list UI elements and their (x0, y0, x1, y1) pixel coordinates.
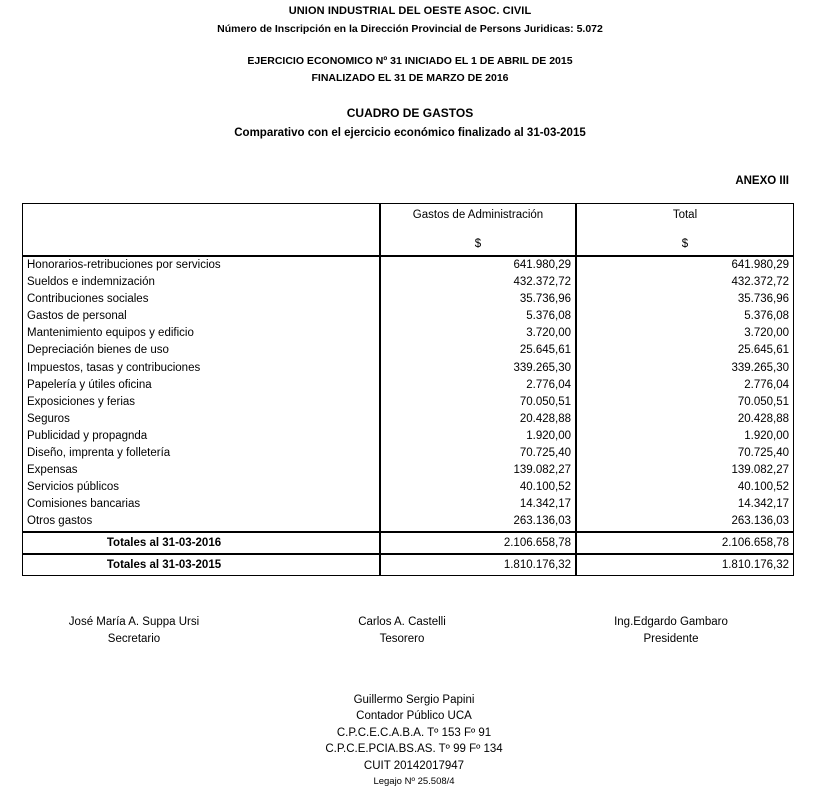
expense-row-admin-value: 2.776,04 (526, 378, 571, 391)
annex-label: ANEXO III (735, 175, 789, 187)
expense-row-total-value: 14.342,17 (737, 498, 789, 511)
signature-tesorero (268, 614, 536, 648)
signature-presidente-name: Ing.Edgardo Gambaro (614, 615, 728, 628)
accountant-name: Guillermo Sergio Papini (353, 693, 475, 706)
signature-presidente (536, 614, 806, 648)
expense-row-label: Depreciación bienes de uso (27, 344, 169, 357)
expense-row-total-value: 35.736,96 (737, 293, 789, 306)
expense-admin-list (381, 257, 575, 531)
expense-total-column (576, 256, 794, 532)
expenses-table-wrapper (22, 203, 794, 576)
expense-row-admin-value: 14.342,17 (519, 498, 571, 511)
expense-row-label: Diseño, imprenta y folletería (27, 447, 171, 460)
accountant-title: Contador Público UCA (356, 710, 472, 722)
expense-row-admin-value: 20.428,88 (519, 412, 571, 425)
expense-row-label: Mantenimiento equipos y edificio (27, 327, 194, 340)
expense-row-admin-value: 139.082,27 (513, 464, 571, 477)
column-header-admin-currency: $ (474, 238, 482, 250)
expense-total-list (577, 257, 793, 531)
expense-row-label: Papelería y útiles oficina (27, 378, 152, 391)
expense-row-label: Comisiones bancarias (27, 498, 141, 511)
expense-row-total-value: 432.372,72 (731, 276, 789, 289)
expense-admin-column (380, 256, 576, 532)
entity-name: UNION INDUSTRIAL DEL OESTE ASOC. CIVIL (288, 5, 532, 17)
accountant-reg-pcia: C.P.C.E.PCIA.BS.AS. Tº 99 Fº 134 (325, 743, 503, 755)
expense-row-admin-value: 263.136,03 (513, 515, 571, 528)
expense-row-label: Exposiciones y ferias (27, 395, 136, 408)
expense-row-total-value: 3.720,00 (744, 327, 789, 340)
expense-row-label: Gastos de personal (27, 310, 127, 323)
expense-labels-column (22, 256, 380, 532)
expense-row-label: Contribuciones sociales (27, 293, 149, 306)
accountant-block (0, 692, 820, 790)
accountant-legajo: Legajo Nº 25.508/4 (373, 776, 455, 787)
column-header-total-currency: $ (681, 238, 689, 250)
expense-row-total-value: 70.725,40 (737, 447, 789, 460)
totals-2015-total: 1.810.176,32 (576, 554, 794, 576)
signature-block (0, 614, 820, 648)
expense-row-label: Seguros (27, 412, 70, 425)
totals-2016-label: Totales al 31-03-2016 (22, 532, 380, 554)
expense-row-total-value: 339.265,30 (731, 361, 789, 374)
totals-2015-label: Totales al 31-03-2015 (22, 554, 380, 576)
expense-row-admin-value: 432.372,72 (513, 276, 571, 289)
expenses-table (22, 203, 794, 576)
expense-row-admin-value: 339.265,30 (513, 361, 571, 374)
registration-line: Número de Inscripción en la Dirección Provincial de Persons Juridicas: 5.072 (217, 23, 603, 35)
signature-tesorero-name: Carlos A. Castelli (358, 615, 446, 628)
expense-row-total-value: 20.428,88 (737, 412, 789, 425)
expense-row-total-value: 25.645,61 (737, 344, 789, 357)
expense-row-total-value: 1.920,00 (744, 429, 789, 442)
signature-secretario-role: Secretario (107, 632, 161, 645)
signature-secretario-name: José María A. Suppa Ursi (68, 615, 200, 628)
expense-row-label: Publicidad y propagnda (27, 429, 148, 442)
expense-row-label: Expensas (27, 464, 78, 477)
expense-row-admin-value: 25.645,61 (519, 344, 571, 357)
expense-row-admin-value: 5.376,08 (526, 310, 571, 323)
column-header-total (576, 203, 794, 256)
totals-2016-admin: 2.106.658,78 (380, 532, 576, 554)
signature-secretario (0, 614, 268, 648)
accountant-cuit: CUIT 20142017947 (363, 759, 465, 772)
column-header-admin (380, 203, 576, 256)
expense-row-label: Honorarios-retribuciones por servicios (27, 259, 221, 271)
expense-row-admin-value: 1.920,00 (526, 429, 571, 442)
signature-tesorero-role: Tesorero (379, 632, 425, 645)
expense-row-total-value: 5.376,08 (744, 310, 789, 323)
table-body-row (22, 256, 794, 532)
statement-subtitle: Comparativo con el ejercicio económico finalizado al 31-03-2015 (234, 127, 586, 139)
totals-2015-admin: 1.810.176,32 (380, 554, 576, 576)
expense-row-total-value: 70.050,51 (737, 395, 789, 408)
exercise-line-2: FINALIZADO EL 31 DE MARZO DE 2016 (311, 72, 509, 84)
column-header-total-title: Total (672, 209, 698, 221)
totals-2016-total: 2.106.658,78 (576, 532, 794, 554)
expense-row-admin-value: 40.100,52 (519, 481, 571, 494)
accountant-reg-caba: C.P.C.E.C.A.B.A. Tº 153 Fº 91 (336, 726, 492, 739)
statement-title: CUADRO DE GASTOS (346, 106, 474, 120)
expense-row-label: Impuestos, tasas y contribuciones (27, 361, 201, 374)
exercise-line-1: EJERCICIO ECONOMICO Nº 31 INICIADO EL 1 DE ABRIL DE 2015 (247, 55, 573, 67)
expense-row-total-value: 40.100,52 (737, 481, 789, 494)
signature-presidente-role: Presidente (643, 632, 699, 645)
expense-row-admin-value: 70.725,40 (519, 447, 571, 460)
expense-row-label: Sueldos e indemnización (27, 276, 155, 289)
expense-label-list (23, 257, 379, 531)
totals-row-2015 (22, 554, 794, 576)
expense-row-total-value: 641.980,29 (731, 259, 789, 271)
column-header-admin-title: Gastos de Administración (412, 209, 544, 221)
expense-row-label: Servicios públicos (27, 481, 120, 494)
expense-row-admin-value: 641.980,29 (513, 259, 571, 271)
expense-row-total-value: 263.136,03 (731, 515, 789, 528)
expense-row-admin-value: 70.050,51 (519, 395, 571, 408)
expense-row-admin-value: 3.720,00 (526, 327, 571, 340)
expense-row-total-value: 2.776,04 (744, 378, 789, 391)
totals-row-2016 (22, 532, 794, 554)
column-header-label (22, 203, 380, 256)
expense-row-admin-value: 35.736,96 (519, 293, 571, 306)
expense-row-label: Otros gastos (27, 515, 93, 528)
table-header-row (22, 203, 794, 256)
expense-row-total-value: 139.082,27 (731, 464, 789, 477)
